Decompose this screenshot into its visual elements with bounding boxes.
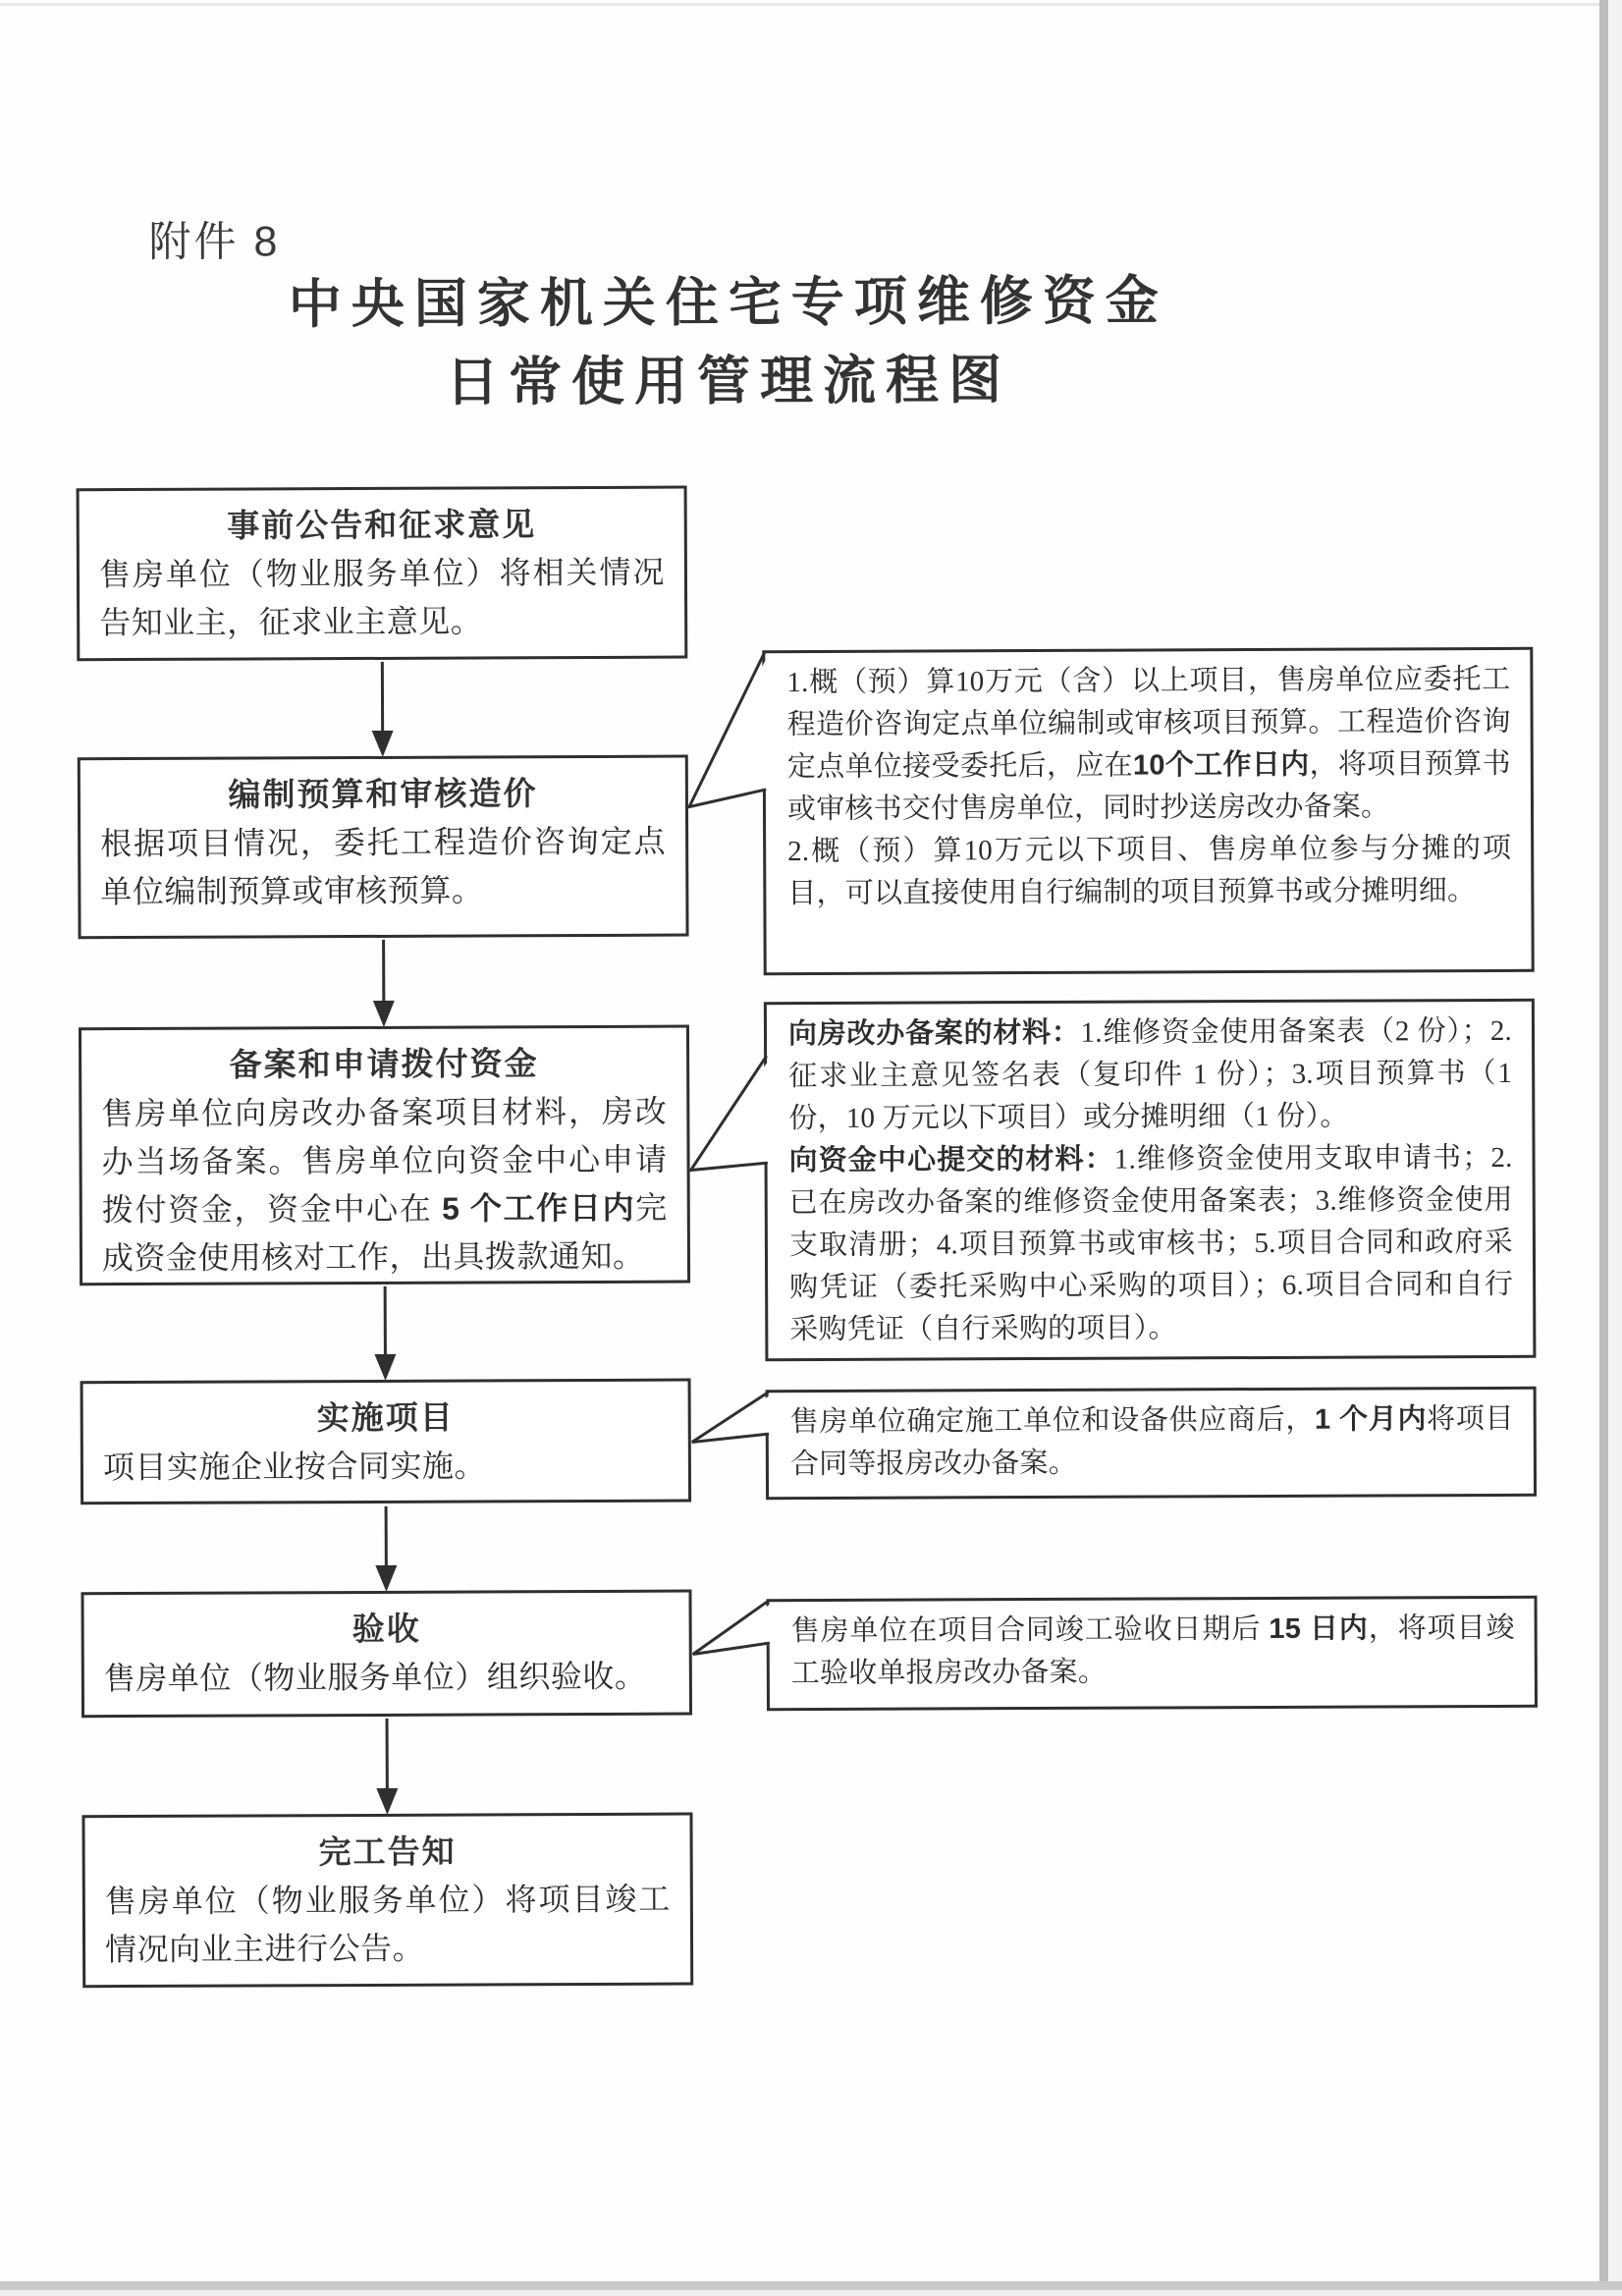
callout-body bbox=[790, 1398, 1514, 1486]
flow-arrow-5 bbox=[376, 1719, 398, 1815]
paragraph: 售房单位向房改办备案项目材料，房改办当场备案。售房单位向资金中心申请拨付资金，资金中心在 5 个工作日内完成资金使用核对工作，出具拨款通知。 bbox=[101, 1093, 668, 1277]
document-title-line1: 中央国家机关住宅专项维修资金 bbox=[288, 271, 1168, 335]
paragraph: 2.概（预）算10万元以下项目、售房单位参与分摊的项目，可以直接使用自行编制的项目预算书或分摊明细。 bbox=[787, 832, 1512, 910]
paragraph: 售房单位（物业服务单位）组织验收。 bbox=[103, 1658, 647, 1697]
flow-step-body bbox=[101, 1088, 668, 1284]
document-title-line2: 日常使用管理流程图 bbox=[445, 351, 1012, 412]
paragraph: 向房改办备案的材料：1.维修资金使用备案表（2 份）；2.征求业主意见签名表（复印件 1 份）；3.项目预算书（1 份，10 万元以下项目）或分摊明细（1 份）。 bbox=[787, 1014, 1513, 1135]
callout-pointer-3 bbox=[692, 1393, 772, 1442]
flow-step-title: 完工告知 bbox=[318, 1832, 457, 1871]
callout-pointer-4 bbox=[693, 1601, 773, 1654]
attachment-label: 附件 8 bbox=[148, 218, 281, 266]
callout-pointer-1 bbox=[688, 653, 769, 806]
flow-step-implementation bbox=[81, 1379, 692, 1505]
flow-arrow-2 bbox=[373, 940, 395, 1027]
callout-filing-materials bbox=[764, 999, 1537, 1361]
flow-step-title: 实施项目 bbox=[316, 1398, 455, 1437]
document-title bbox=[85, 261, 1373, 424]
paragraph: 售房单位在项目合同竣工验收日期后 15 日内，将项目竣工验收单报房改办备案。 bbox=[790, 1612, 1515, 1690]
flow-step-body bbox=[100, 818, 666, 917]
paragraph: 1.概（预）算10万元（含）以上项目，售房单位应委托工程造价咨询定点单位编制或审核项目预算。工程造价咨询定点单位接受委托后，应在10个工作日内，将项目预算书或审核书交付售房单位，同时抄送房改办备案。 bbox=[786, 663, 1511, 826]
callout-body bbox=[791, 1608, 1515, 1695]
flow-arrow-4 bbox=[375, 1506, 397, 1592]
callout-body bbox=[786, 659, 1511, 915]
callout-pointer-2 bbox=[690, 1057, 771, 1170]
flow-step-body bbox=[99, 549, 665, 648]
paragraph: 售房单位（物业服务单位）将相关情况告知业主，征求业主意见。 bbox=[98, 554, 666, 641]
paragraph: 根据项目情况，委托工程造价咨询定点单位编制预算或审核预算。 bbox=[100, 823, 667, 910]
callout-contract-filing bbox=[766, 1387, 1537, 1500]
callout-budget-rules bbox=[762, 647, 1534, 975]
flow-arrow-3 bbox=[374, 1286, 396, 1381]
flow-arrow-1 bbox=[371, 662, 393, 757]
flow-step-title: 编制预算和审核造价 bbox=[228, 775, 538, 813]
paragraph: 向资金中心提交的材料：1.维修资金使用支取申请书；2.已在房改办备案的维修资金使用备案表；3.维修资金使用支取清册；4.项目预算书或审核书；5.项目合同和政府采购凭证（委托采购中心采购的项目）；6.项目合同和自行采购凭证（自行采购的项目）。 bbox=[788, 1141, 1514, 1346]
callout-body bbox=[788, 1011, 1513, 1351]
flow-step-acceptance bbox=[81, 1590, 692, 1719]
flow-step-body bbox=[104, 1653, 670, 1704]
flow-step-filing-funding bbox=[79, 1025, 690, 1286]
callout-acceptance-filing bbox=[767, 1596, 1538, 1711]
flow-step-pre-announcement bbox=[77, 486, 688, 662]
flow-step-title: 事前公告和征求意见 bbox=[227, 506, 537, 544]
flow-step-budget-review bbox=[78, 755, 689, 940]
flow-step-body bbox=[105, 1876, 671, 1975]
paragraph: 售房单位（物业服务单位）将项目竣工情况向业主进行公告。 bbox=[104, 1881, 671, 1968]
paragraph: 售房单位确定施工单位和设备供应商后，1 个月内将项目合同等报房改办备案。 bbox=[789, 1402, 1514, 1481]
paragraph: 项目实施企业按合同实施。 bbox=[102, 1448, 487, 1486]
flow-step-body bbox=[103, 1442, 669, 1493]
flow-step-completion-notice bbox=[81, 1813, 693, 1989]
flow-step-title: 备案和申请拨付资金 bbox=[229, 1045, 539, 1083]
flow-step-title: 验收 bbox=[351, 1610, 421, 1648]
